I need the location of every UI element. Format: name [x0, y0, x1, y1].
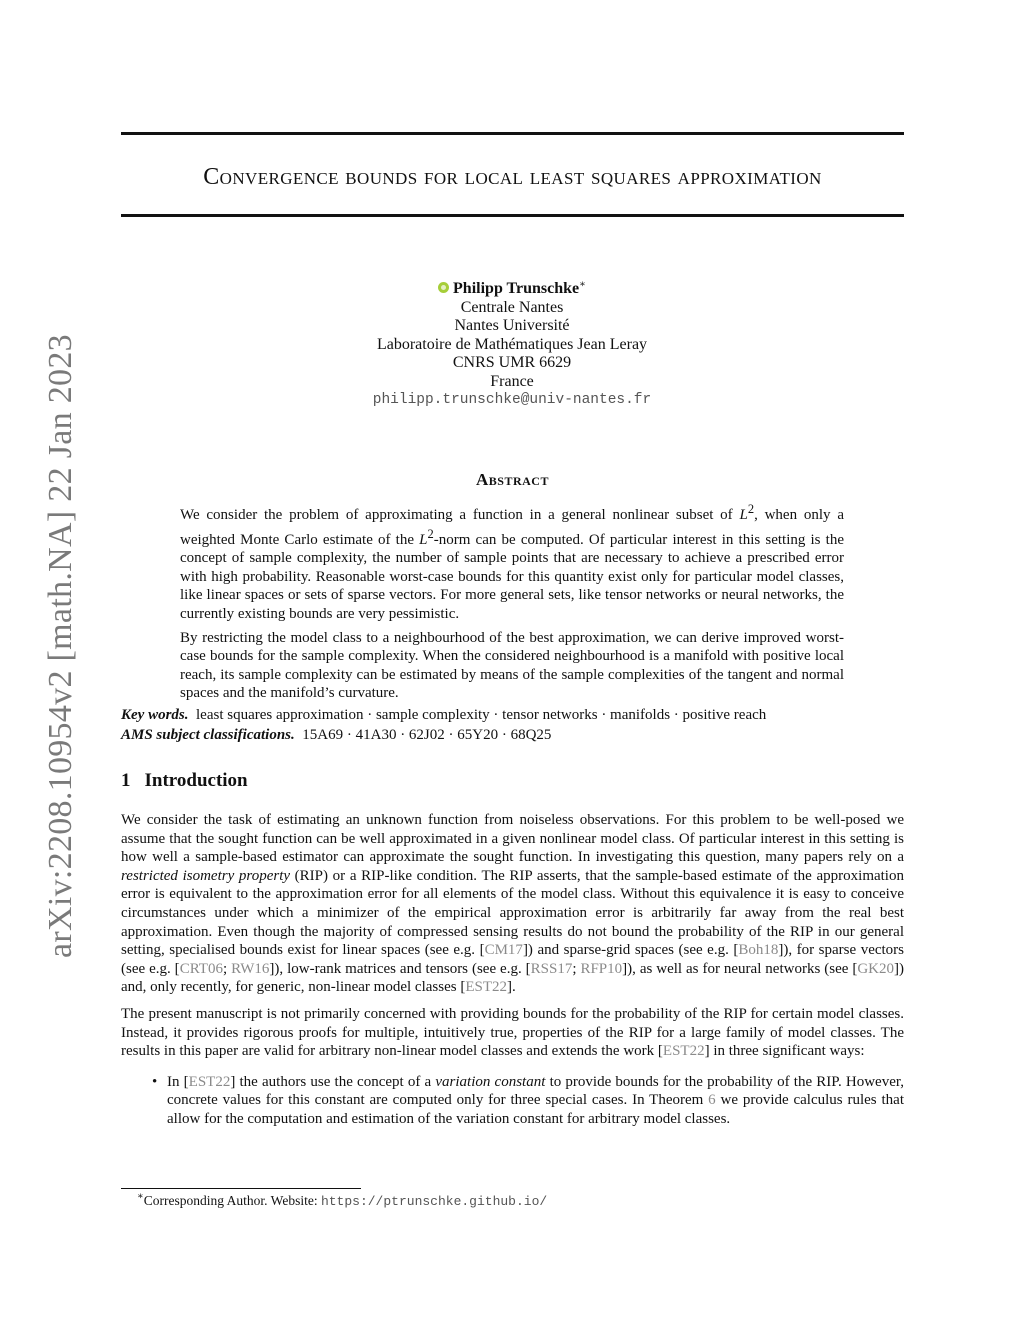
citation-link[interactable]: EST22 [188, 1073, 231, 1090]
affiliation-line: France [490, 372, 534, 390]
intro-paragraph: The present manuscript is not primarily concerned with providing bounds for the probability of the RIP for certain model classes. Instead, it provides rigorous proofs for multiple, intuitively true, properties of the RIP for a large family of model classes. The results in this paper are valid for arbitrary non-linear model classes and extends the work [EST22] in three significant ways: [121, 1005, 904, 1060]
ams-label: AMS subject classifications. [121, 727, 295, 743]
citation-link[interactable]: RSS17 [530, 960, 573, 977]
paper-title: Convergence bounds for local least squares approximation [203, 164, 822, 190]
author-email[interactable]: philipp.trunschke@univ-nantes.fr [372, 392, 652, 408]
contribution-list [121, 1073, 904, 1129]
theorem-reference-link[interactable]: 6 [708, 1092, 716, 1109]
keywords-block [121, 705, 904, 745]
citation-link[interactable]: RFP10 [580, 960, 623, 977]
intro-body [121, 811, 904, 1129]
ams-text: 15A69 · 41A30 · 62J02 · 65Y20 · 68Q25 [302, 727, 552, 743]
section-number: 1 [121, 770, 131, 791]
citation-link[interactable]: CRT06 [179, 960, 223, 977]
abstract-body [180, 500, 844, 708]
title-rule-bottom [121, 214, 904, 217]
list-item: • In [EST22] the authors use the concept of a variation constant to provide bounds for the probability of the RIP. However, concrete values for this constant are computed only for three special cases. In Theorem 6 we provide calculus rules that allow for the computation and estimation of the variation constant for arbitrary model classes. [167, 1073, 904, 1129]
citation-link[interactable]: CM17 [484, 942, 523, 959]
citation-link[interactable]: Boh18 [738, 942, 779, 959]
affiliation-line: Laboratoire de Mathématiques Jean Leray [376, 335, 648, 353]
website-link[interactable]: https://ptrunschke.github.io/ [320, 1194, 548, 1209]
footnote: ∗Corresponding Author. Website: https://ptrunschke.github.io/ [137, 1191, 548, 1209]
arxiv-stamp: arXiv:2208.10954v2 [math.NA] 22 Jan 2023 [42, 334, 79, 958]
affiliation-line: Centrale Nantes [460, 298, 564, 316]
orcid-icon[interactable] [438, 282, 449, 293]
citation-link[interactable]: EST22 [662, 1043, 705, 1060]
abstract-paragraph: By restricting the model class to a neighbourhood of the best approximation, we can derive improved worst-case bounds for the sample complexity. When the considered neighbourhood is a manifold with positive local reach, its sample complexity can be estimated by means of the sample complexities of the tangent and normal spaces and the manifold’s curvature. [180, 629, 844, 702]
intro-paragraph: We consider the task of estimating an unknown function from noiseless observations. For this problem to be well-posed we assume that the sought function can be well approximated in a given nonlinear model class. Of particular interest in this setting is how well a sample-based estimator can approximate the sought function. In investigating this question, many papers rely on a restricted isometry property (RIP) or a RIP-like condition. The RIP asserts, that the sample-based estimate of the approximation error is equivalent to the approximation error for all elements of the model class. Without this equivalence it is easy to conceive circumstances under which a minimizer of the empirical approximation error is arbitrarily far away from the real best approximation. Even though the majority of compressed sensing results do not bound the probability of the RIP in our general setting, specialised bounds exist for linear spaces (see e.g. [CM17]) and sparse-grid spaces (see e.g. [Boh18]), for sparse vectors (see e.g. [CRT06; RW16]), low-rank matrices and tensors (see e.g. [RSS17; RFP10]), as well as for neural networks (see [GK20]) and, only recently, for generic, non-linear model classes [EST22]. [121, 812, 905, 996]
abstract-paragraph: We consider the problem of approximating a function in a general nonlinear subset of $L^2$, when only a weighted Monte Carlo estimate of the $L^2$-norm can be computed. Of particular interest in this setting is the concept of sample complexity, the number of sample points that are necessary to achieve a prescribed error with high probability. Reasonable worst-case bounds for this quantity exist only for particular model classes, like linear spaces or sets of sparse vectors. For more general sets, like tensor networks or neural networks, the currently existing bounds are very pessimistic. [180, 502, 844, 622]
affiliation-line: Nantes Université [454, 317, 570, 334]
section-heading [121, 770, 248, 792]
citation-link[interactable]: EST22 [465, 979, 507, 996]
affiliation-line: CNRS UMR 6629 [452, 354, 572, 371]
keywords-label: Key words. [121, 707, 189, 723]
author-footnote-marker[interactable]: ∗ [579, 279, 586, 290]
author-block [300, 276, 724, 410]
citation-link[interactable]: RW16 [231, 960, 270, 977]
author-name: Philipp Trunschke [453, 280, 580, 297]
abstract-heading: Abstract [476, 470, 549, 489]
section-title: Introduction [144, 770, 248, 791]
title-rule-top [121, 132, 904, 135]
footnote-marker: ∗ [137, 1191, 144, 1202]
keywords-text: least squares approximation · sample complexity · tensor networks · manifolds · positive reach [196, 707, 767, 723]
citation-link[interactable]: GK20 [857, 960, 894, 977]
footnote-rule [121, 1188, 361, 1189]
